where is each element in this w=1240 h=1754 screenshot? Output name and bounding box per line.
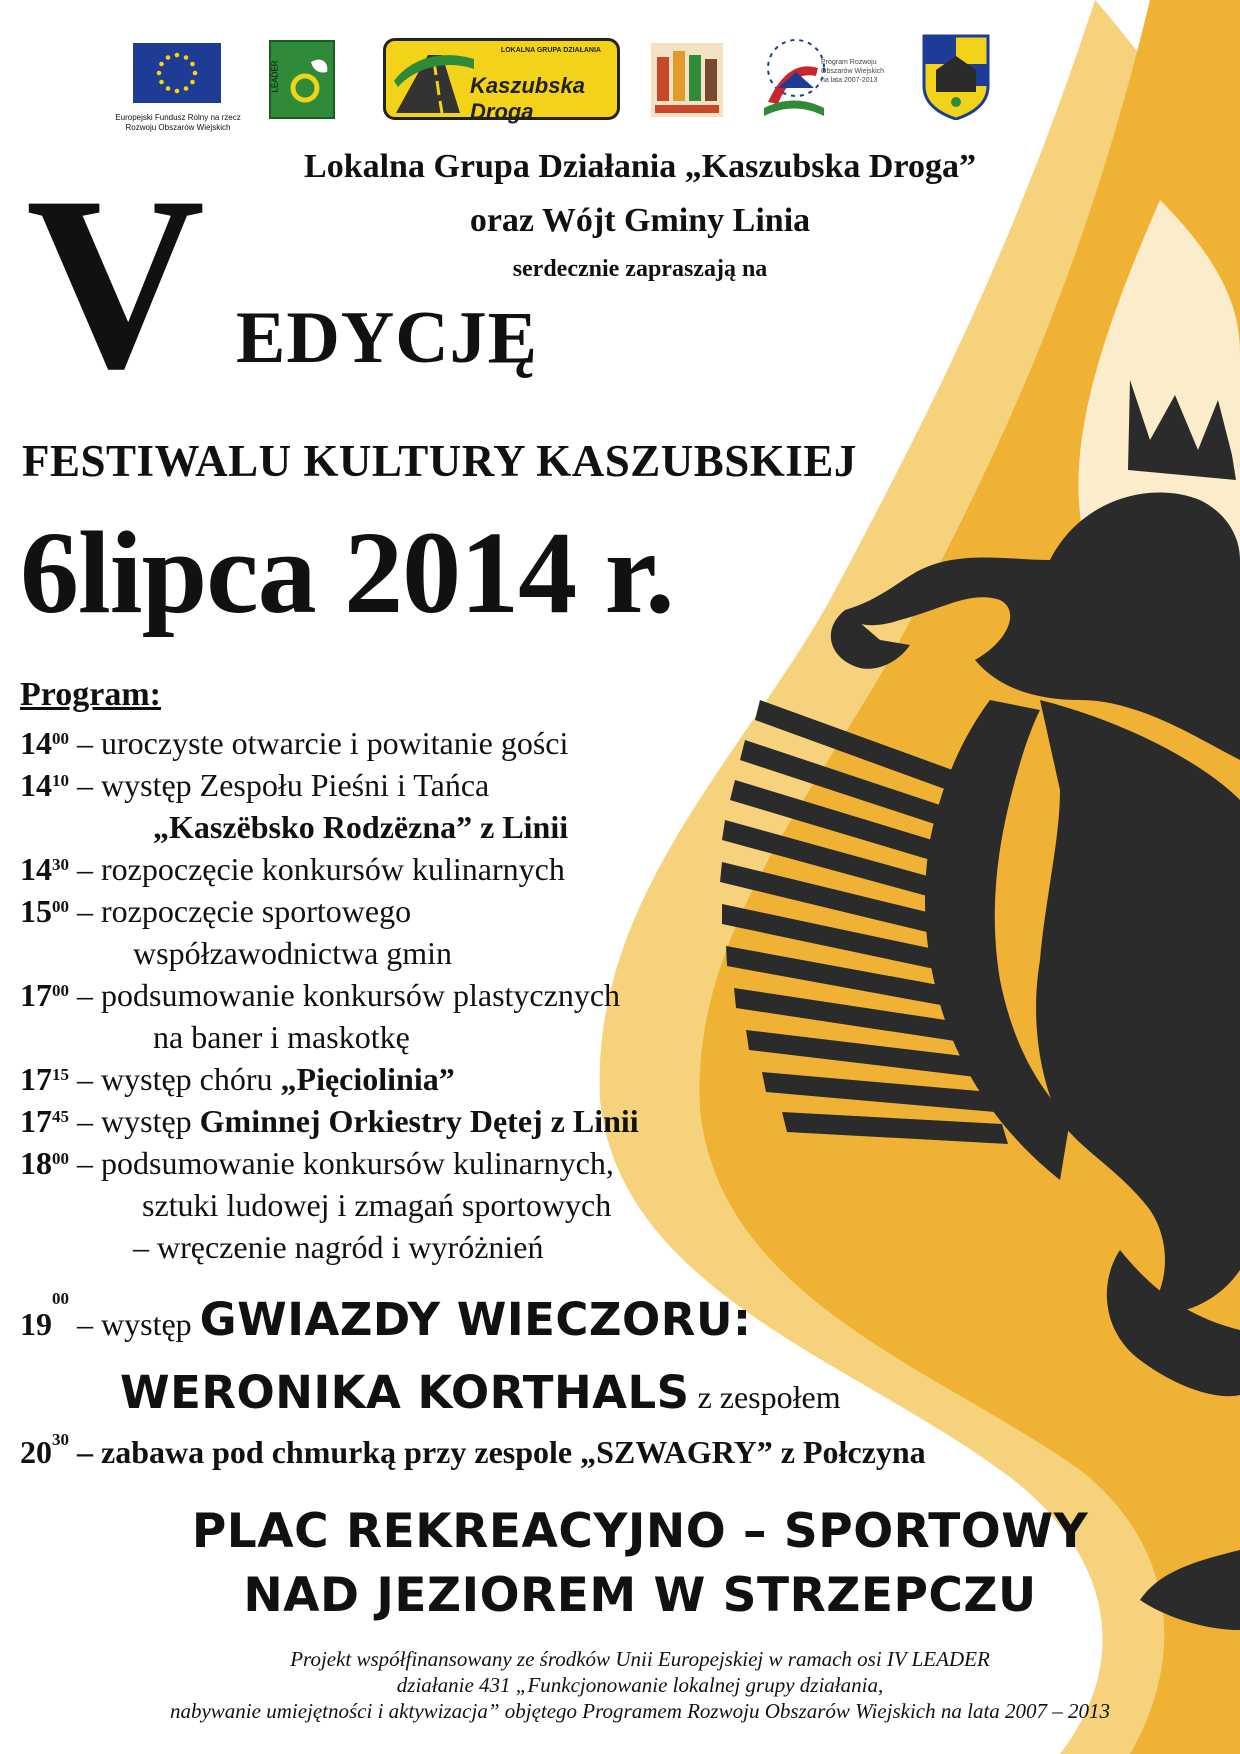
leader-logo	[269, 40, 335, 119]
program-item-continuation: – wręczenie nagród i wyróżnień	[133, 1229, 544, 1265]
program-item: $17^{00}$ – podsumowanie konkursów plastycznych	[20, 977, 621, 1013]
program-item: $17^{45}$ – występ Gminnej Orkiestry Dętej z Linii	[20, 1103, 639, 1139]
program-time: $14^{00}$	[20, 725, 69, 761]
eu-stars-icon	[133, 43, 221, 103]
invite-text: serdecznie zapraszają na	[512, 256, 768, 282]
coat-of-arms-icon	[922, 34, 990, 120]
program-item: $14^{30}$ – rozpoczęcie konkursów kulinarnych	[20, 851, 565, 887]
artist-line: WERONIKA KORTHALS z zespołem	[120, 1366, 841, 1419]
program-time: $17^{15}$	[20, 1061, 69, 1097]
artist-name: WERONIKA KORTHALS	[120, 1366, 690, 1419]
program-time: $15^{00}$	[20, 893, 69, 929]
program-time: $14^{30}$	[20, 851, 69, 887]
prow-logo	[758, 32, 894, 120]
kaszubska-small-label: LOKALNA GRUPA DZIAŁANIA	[500, 47, 601, 54]
program-title: Program:	[20, 676, 161, 713]
organizer-line-2: oraz Wójt Gminy Linia	[469, 202, 811, 239]
program-item-continuation: współzawodnictwa gmin	[133, 935, 453, 971]
kaszubska-name: Kaszubska Droga	[470, 73, 585, 124]
program-item-continuation: sztuki ludowej i zmagań sportowych	[142, 1187, 612, 1223]
footer-line: działanie 431 „Funkcjonowanie lokalnej grupy działania,	[396, 1673, 884, 1697]
program-item: $17^{15}$ – występ chóru „Pięciolinia”	[20, 1061, 455, 1097]
footer-line: Projekt współfinansowany ze środków Unii Europejskiej w ramach osi IV LEADER	[290, 1647, 990, 1671]
program-time: $19^{00}$	[20, 1289, 69, 1342]
venue-line-1: PLAC REKREACYJNO – SPORTOWY	[191, 1504, 1089, 1559]
mosaic-people-icon	[651, 43, 723, 117]
funding-footer	[0, 1646, 1240, 1724]
headliner-title: GWIAZDY WIECZORU:	[199, 1293, 752, 1346]
organizer-line-1: Lokalna Grupa Działania „Kaszubska Droga”	[304, 148, 976, 185]
program-list	[20, 722, 1120, 1268]
prow-emblem-icon	[758, 32, 828, 120]
edition-roman-numeral: V	[26, 145, 206, 420]
kaszubska-droga-logo	[383, 38, 620, 124]
road-icon	[390, 41, 480, 117]
venue-line-2: NAD JEZIOREM W STRZEPCZU	[243, 1568, 1037, 1623]
event-date: 6lipca 2014 r.	[20, 507, 674, 638]
program-item: $14^{00}$ – uroczyste otwarcie i powitanie gości	[20, 725, 569, 761]
program-time: $17^{00}$	[20, 977, 69, 1013]
program-time: $18^{00}$	[20, 1145, 69, 1181]
program-time: $17^{45}$	[20, 1103, 69, 1139]
prow-label: Program Rozwoju Obszarów Wiejskich na lata 2007-2013	[821, 59, 885, 84]
linia-coat-of-arms-logo	[922, 34, 990, 120]
lgd-mosaic-logo	[651, 43, 723, 117]
party-line: $20^{30}$ – zabawa pod chmurką przy zespole „SZWAGRY” z Połczyna	[20, 1430, 926, 1470]
program-item: $15^{00}$ – rozpoczęcie sportowego	[20, 893, 412, 929]
program-item: $18^{00}$ – podsumowanie konkursów kulinarnych,	[20, 1145, 614, 1181]
program-item-continuation: na baner i maskotkę	[153, 1019, 410, 1055]
festival-title: FESTIWALU KULTURY KASZUBSKIEJ	[22, 436, 857, 486]
eu-fund-caption: Europejski Fundusz Rolny na rzecz Rozwoju Obszarów Wiejskich	[115, 113, 241, 132]
eu-flag-logo	[133, 43, 221, 103]
headliner-line: $19^{00}$ – występ GWIAZDY WIECZORU:	[20, 1289, 752, 1346]
footer-line: nabywanie umiejętności i aktywizacja” objętego Programem Rozwoju Obszarów Wiejskich na lata 2007 – 2013	[169, 1699, 1111, 1723]
leader-emblem-icon	[271, 42, 333, 117]
leader-label: LEADER	[270, 60, 280, 93]
program-item-continuation: „Kaszëbsko Rodzëzna” z Linii	[153, 809, 569, 845]
edition-word: EDYCJĘ	[236, 297, 539, 379]
program-item: $14^{10}$ – występ Zespołu Pieśni i Tańca	[20, 767, 490, 803]
program-time: $14^{10}$	[20, 767, 69, 803]
